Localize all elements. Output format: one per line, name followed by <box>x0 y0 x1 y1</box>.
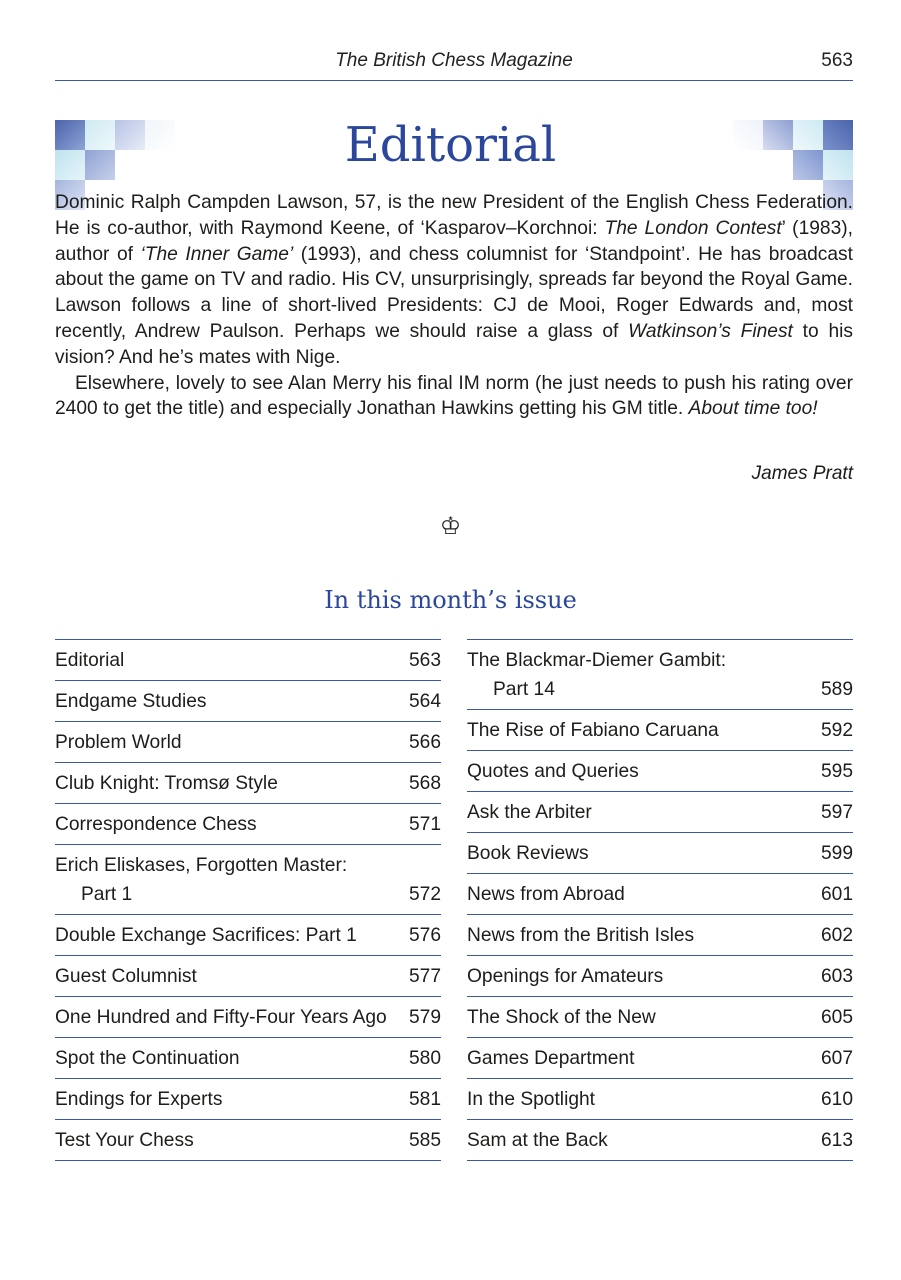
toc-entry[interactable] <box>55 956 441 997</box>
toc-entry-page: 592 <box>820 720 853 741</box>
page-number: 563 <box>821 50 853 71</box>
toc-entry-title <box>55 851 347 909</box>
toc-entry-title-text: Spot the Continuation <box>55 1048 240 1069</box>
toc-entry[interactable] <box>55 722 441 763</box>
toc-entry-title-text: Endings for Experts <box>55 1089 223 1110</box>
editorial-body <box>55 190 853 422</box>
toc-entry-title-text: Club Knight: Tromsø Style <box>55 773 278 794</box>
toc-entry-title-text: Test Your Chess <box>55 1130 194 1151</box>
toc-entry-title <box>55 962 197 991</box>
text-run: ’ (1983), author of <box>55 217 853 265</box>
magazine-title: The British Chess Magazine <box>335 50 573 71</box>
toc-entry-title <box>55 1003 387 1032</box>
toc-entry-title <box>55 1044 240 1073</box>
toc-entry-title-text: Endgame Studies <box>55 691 207 712</box>
toc-entry-page: 610 <box>820 1089 853 1110</box>
toc-entry-page: 602 <box>820 925 853 946</box>
toc-entry[interactable] <box>467 1079 853 1120</box>
chess-king-icon: ♔ <box>439 512 462 540</box>
toc-entry-title <box>467 1003 656 1032</box>
toc-entry-title-text: Sam at the Back <box>467 1130 608 1151</box>
toc-entry-page: 563 <box>408 650 441 671</box>
toc-entry[interactable] <box>55 1120 441 1161</box>
toc-entry-title-text: The Shock of the New <box>467 1007 656 1028</box>
toc-entry[interactable] <box>55 1079 441 1120</box>
toc-entry-title-continuation: Part 1 <box>81 884 133 905</box>
toc-entry-page: 585 <box>408 1130 441 1151</box>
toc-entry-title-text: Quotes and Queries <box>467 761 639 782</box>
toc-entry[interactable] <box>55 997 441 1038</box>
toc-entry-title <box>467 798 592 827</box>
toc-entry-page: 595 <box>820 761 853 782</box>
toc-entry-title <box>467 962 663 991</box>
toc-entry[interactable] <box>467 751 853 792</box>
toc-entry-page: 577 <box>408 966 441 987</box>
toc-entry-page: 603 <box>820 966 853 987</box>
toc-entry-page: 605 <box>820 1007 853 1028</box>
italic-run: About time too! <box>688 398 818 420</box>
toc-entry-title-text: Guest Columnist <box>55 966 197 987</box>
toc-entry-title <box>467 921 694 950</box>
toc-entry-page: 597 <box>820 802 853 823</box>
toc-entry-page: 581 <box>408 1089 441 1110</box>
toc-entry-title-text: Problem World <box>55 732 182 753</box>
toc-entry[interactable] <box>467 874 853 915</box>
running-header <box>55 46 853 81</box>
editor-signature: James Pratt <box>751 463 853 484</box>
toc-entry-title <box>55 769 278 798</box>
toc-entry-title <box>467 757 639 786</box>
text-run: (1993), and chess columnist for ‘Standpoint’. He has broadcast about the game on TV and radio. His CV, unsurprisingly, spreads far beyond the Royal Game. Lawson follows a line of short-lived Presidents: CJ de Mooi, Roger Edwards and, most recently, Andrew Paulson. Perhaps we should raise a glass of <box>55 243 853 342</box>
toc-entry[interactable] <box>467 956 853 997</box>
toc-entry[interactable] <box>467 1038 853 1079</box>
toc-entry-title <box>467 1044 634 1073</box>
toc-entry-title <box>55 728 182 757</box>
toc-entry-title <box>55 810 257 839</box>
toc-entry-title <box>467 839 589 868</box>
toc-entry-title-text: News from Abroad <box>467 884 625 905</box>
toc-entry-page: 613 <box>820 1130 853 1151</box>
toc-entry-title <box>467 880 625 909</box>
text-run: Elsewhere, lovely to see Alan Merry his final IM norm (he just needs to push his rating over 2400 to get the title) and especially Jonathan Hawkins getting his GM title. <box>55 372 853 420</box>
toc-entry[interactable] <box>467 833 853 874</box>
italic-run: ‘The Inner Game’ <box>140 243 294 265</box>
toc-entry-page: 601 <box>820 884 853 905</box>
toc-entry-title-text: News from the British Isles <box>467 925 695 946</box>
toc-entry-title <box>55 921 357 950</box>
toc-entry[interactable] <box>55 845 441 915</box>
italic-run: Watkinson’s Finest <box>628 320 793 342</box>
toc-left-column <box>55 639 441 1161</box>
toc-entry-title <box>55 1085 222 1114</box>
toc-heading: In this month’s issue <box>324 586 577 614</box>
toc-entry-title-text: Games Department <box>467 1048 635 1069</box>
toc-entry-title-text: In the Spotlight <box>467 1089 596 1110</box>
toc-entry-page: 568 <box>408 773 441 794</box>
toc-entry-title-text: Editorial <box>55 650 125 671</box>
toc-entry-page: 589 <box>820 679 853 700</box>
toc-entry[interactable] <box>467 792 853 833</box>
toc-entry-title <box>55 1126 194 1155</box>
toc-entry[interactable] <box>55 915 441 956</box>
editorial-title: Editorial <box>344 117 557 173</box>
toc-entry-title-text: Correspondence Chess <box>55 814 257 835</box>
toc-entry[interactable] <box>55 1038 441 1079</box>
toc-entry-title-continuation: Part 14 <box>493 679 555 700</box>
toc-entry[interactable] <box>467 915 853 956</box>
toc-entry[interactable] <box>55 640 441 681</box>
toc-right-column <box>467 639 853 1161</box>
toc-entry[interactable] <box>467 1120 853 1161</box>
toc-entry-page: 580 <box>408 1048 441 1069</box>
toc-entry-page: 572 <box>408 884 441 905</box>
toc-entry-title-text: One Hundred and Fifty-Four Years Ago <box>55 1007 387 1028</box>
toc-entry[interactable] <box>55 804 441 845</box>
toc-entry[interactable] <box>467 710 853 751</box>
toc-entry-page: 566 <box>408 732 441 753</box>
italic-run: The London Contest <box>604 217 782 239</box>
toc-entry-title-text: Double Exchange Sacrifices: Part 1 <box>55 925 357 946</box>
toc-entry-title <box>467 1085 595 1114</box>
toc-entry-title <box>55 687 206 716</box>
toc-entry-page: 564 <box>408 691 441 712</box>
toc-entry-title <box>467 646 726 704</box>
toc-entry-page: 579 <box>408 1007 441 1028</box>
toc-entry-title-text: The Blackmar-Diemer Gambit: <box>467 650 727 671</box>
toc-entry[interactable] <box>55 681 441 722</box>
toc-entry-title <box>467 1126 608 1155</box>
text-run: to his vision? And he’s mates with Nige. <box>55 320 853 368</box>
toc-entry-page: 576 <box>408 925 441 946</box>
toc-entry-title <box>55 646 124 675</box>
editorial-paragraph-2 <box>55 371 853 423</box>
toc-entry[interactable] <box>467 640 853 710</box>
toc-entry-title-text: Book Reviews <box>467 843 589 864</box>
toc-entry-title <box>467 716 719 745</box>
toc-entry-title-text: Erich Eliskases, Forgotten Master: <box>55 855 348 876</box>
toc-entry-title-text: Ask the Arbiter <box>467 802 592 823</box>
toc-entry[interactable] <box>467 997 853 1038</box>
toc-entry-page: 607 <box>820 1048 853 1069</box>
toc-entry-page: 571 <box>408 814 441 835</box>
toc-entry-title-text: Openings for Amateurs <box>467 966 664 987</box>
toc-entry-title-text: The Rise of Fabiano Caruana <box>467 720 719 741</box>
toc-entry-page: 599 <box>820 843 853 864</box>
text-run: Dominic Ralph Campden Lawson, 57, is the new President of the English Chess Federation. He is co-author, with Raymond Keene, of ‘Kasparov–Korchnoi: <box>55 192 853 239</box>
editorial-paragraph-1 <box>55 190 853 371</box>
toc-entry[interactable] <box>55 763 441 804</box>
